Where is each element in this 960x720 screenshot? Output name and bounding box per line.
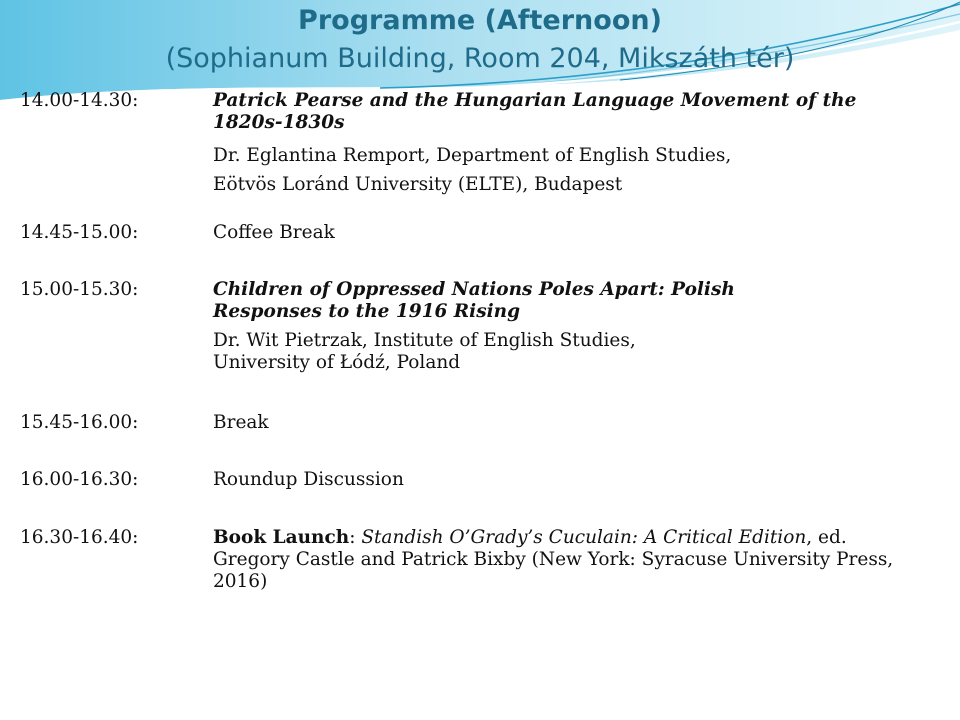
venue-subtitle: (Sophianum Building, Room 204, Mikszáth tér) <box>165 43 795 74</box>
talk-title: Children of Oppressed Nations Poles Apart: Polish <box>213 279 735 300</box>
time-slot: 14.00-14.30: <box>20 90 139 111</box>
book-launch-separator: : <box>349 527 362 548</box>
schedule-entry <box>20 90 950 197</box>
speaker-affiliation: Eötvös Loránd University (ELTE), Budapest <box>213 174 623 195</box>
time-slot: 14.45-15.00: <box>20 222 139 243</box>
book-year: 2016) <box>213 571 268 592</box>
book-launch-label: Book Launch <box>213 527 350 548</box>
book-launch-line <box>213 527 950 549</box>
book-editors: Gregory Castle and Patrick Bixby (New York: Syracuse University Press, <box>213 549 894 570</box>
schedule-entry <box>20 527 950 593</box>
speaker-affiliation: University of Łódź, Poland <box>213 352 461 373</box>
schedule-entry <box>20 412 950 469</box>
schedule-entry <box>20 469 950 527</box>
time-slot: 15.00-15.30: <box>20 279 139 300</box>
event-label: Roundup Discussion <box>213 469 404 490</box>
talk-title: Patrick Pearse and the Hungarian Language Movement of the <box>213 90 857 111</box>
time-slot: 16.00-16.30: <box>20 469 139 490</box>
speaker-line: Dr. Wit Pietrzak, Institute of English Studies, <box>213 330 636 351</box>
speaker-line: Dr. Eglantina Remport, Department of English Studies, <box>213 145 732 166</box>
book-title: Standish O’Grady’s Cuculain: A Critical Edition <box>361 527 807 548</box>
event-label: Coffee Break <box>213 222 335 243</box>
talk-title-cont: Responses to the 1916 Rising <box>213 301 521 322</box>
page-title: Programme (Afternoon) <box>298 5 662 36</box>
event-label: Break <box>213 412 269 433</box>
talk-title-cont: 1820s-1830s <box>213 112 345 133</box>
schedule-entry <box>20 279 950 412</box>
schedule-entry <box>20 222 950 279</box>
time-slot: 15.45-16.00: <box>20 412 139 433</box>
time-slot: 16.30-16.40: <box>20 527 139 548</box>
schedule <box>20 90 950 593</box>
book-details-tail: , ed. <box>806 527 847 548</box>
title-block <box>0 2 960 78</box>
